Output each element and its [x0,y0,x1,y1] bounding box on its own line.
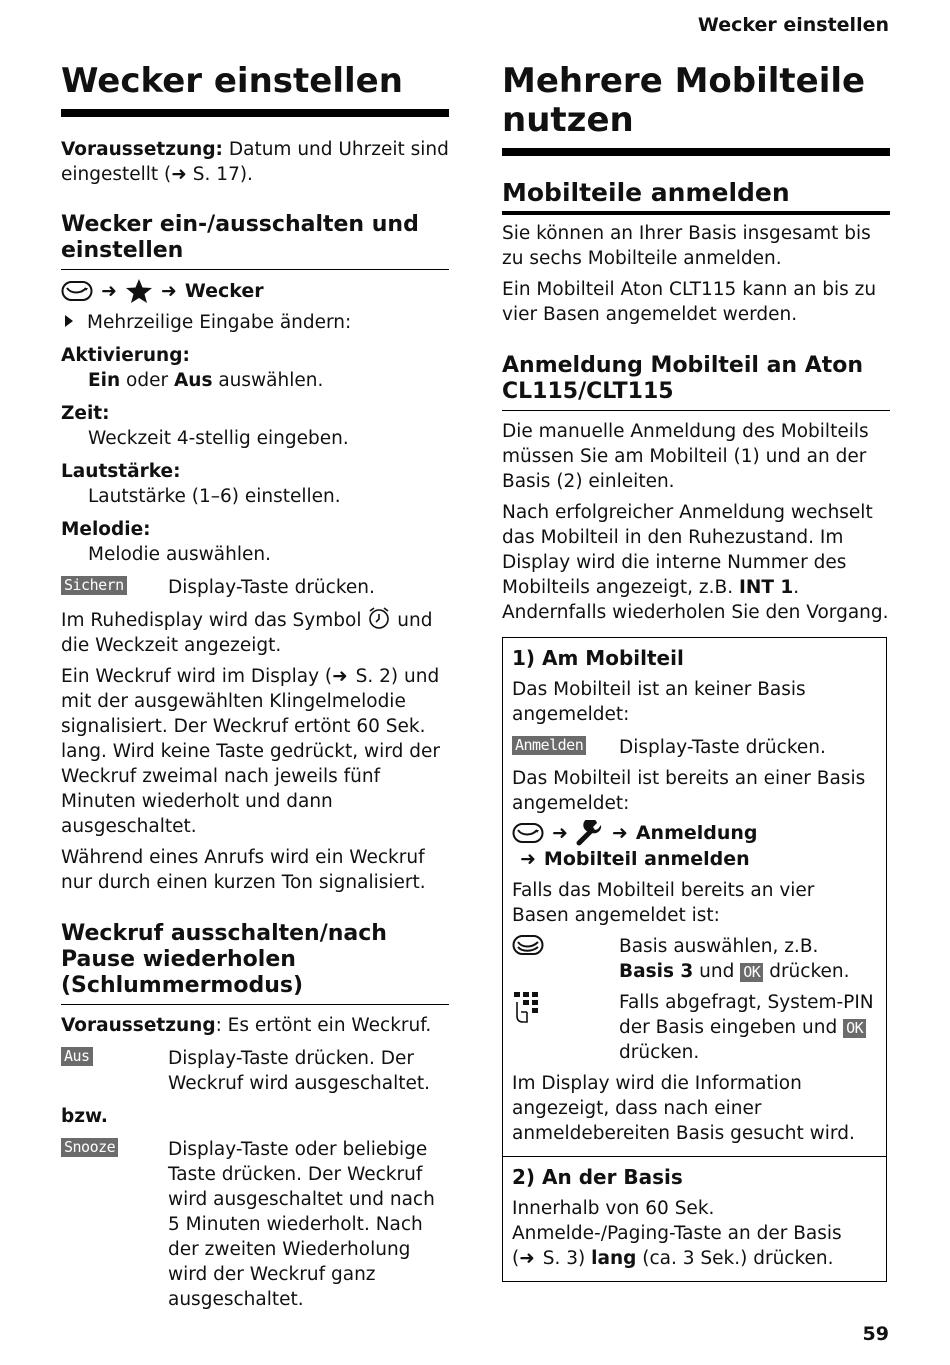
instruction-box [502,637,887,1282]
page-title: Wecker einstellen [61,62,449,117]
softkey-ok: OK [843,1019,866,1038]
keypad-icon [512,990,544,1026]
softkey-ok: OK [740,963,763,982]
subsection-heading: Anmeldung Mobilteil an Aton CL115/CLT115 [502,353,890,411]
bullet-item: Mehrzeilige Eingabe ändern: [61,310,449,335]
field-label: Melodie: [61,519,151,540]
arrow-icon: ➜ [519,1248,535,1269]
paragraph: Das Mobilteil ist an keiner Basis angemeldet: [512,679,806,725]
bullet-triangle-icon [65,315,73,327]
menu-path-cont [512,846,877,872]
arrow-icon: ➜ [101,280,117,302]
box-heading: 2) An der Basis [512,1165,683,1189]
paragraph: Sie können an Ihrer Basis insgesamt bis zu sechs Mobilteile anmelden. [502,223,871,269]
field-text: Lautstärke (1–6) einstellen. [88,486,341,507]
menu-item-anmeldung: Anmeldung [635,822,758,844]
section-heading: Wecker ein-/ausschalten und einstellen [61,212,449,270]
key-instruction: Aus Display-Taste drücken. Der Weckruf wird ausgeschaltet. [61,1046,449,1096]
paragraph: Die manuelle Anmeldung des Mobilteils müssen Sie am Mobilteil (1) und an der Basis (2) einleiten. [502,421,869,492]
precondition: Voraussetzung: Es ertönt ein Weckruf. [61,1015,432,1036]
paragraph: Nach erfolgreicher Anmeldung wechselt das Mobilteil in den Ruhezustand. Im Display wird die interne Nummer des Mobilteils angezeigt, z.B. INT 1. Andernfalls wiederholen Sie den Vorgang. [502,502,889,623]
page-number: 59 [862,1323,889,1345]
paragraph: Falls das Mobilteil bereits an vier Basen angemeldet ist: [512,880,815,926]
intro-paragraph: Voraussetzung: Datum und Uhrzeit sind eingestellt (➜ S. 17). [61,139,449,185]
or-text: bzw. [61,1106,108,1127]
arrow-icon: ➜ [171,164,187,185]
menu-path [512,820,877,846]
key-instruction: Anmelden Display-Taste drücken. [512,735,877,760]
key-instruction: Sichern Display-Taste drücken. [61,575,449,600]
box-section-base [503,1156,886,1281]
softkey-aus: Aus [61,1047,93,1066]
alarm-clock-icon [367,606,391,630]
section-heading: Mobilteile anmelden [502,178,890,215]
star-icon [125,278,153,304]
arrow-icon: ➜ [520,848,536,870]
paragraph: Innerhalb von 60 Sek. Anmelde-/Paging-Taste an der Basis (➜ S. 3) lang (ca. 3 Sek.) drücken. [512,1198,842,1269]
field-text: Ein oder Aus auswählen. [88,370,324,391]
control-key-icon [512,934,544,958]
key-instruction: Snooze Display-Taste oder beliebige Taste drücken. Der Weckruf wird ausgeschaltet und nach 5 Minuten wiederholt. Nach der zweiten Wiederholung wird der Weckruf ganz ausgeschaltet. [61,1137,449,1312]
nav-key-icon [512,822,544,844]
softkey-snooze: Snooze [61,1138,118,1157]
box-section-handset [503,638,886,1156]
paragraph: Im Ruhedisplay wird das Symbol und die Weckzeit angezeigt. [61,606,449,658]
menu-path [61,278,449,304]
paragraph: Das Mobilteil ist bereits an einer Basis angemeldet: [512,768,866,814]
arrow-icon: ➜ [160,280,177,302]
arrow-icon: ➜ [611,822,628,844]
section-heading: Weckruf ausschalten/nach Pause wiederholen (Schlummermodus) [61,921,449,1005]
right-column [502,62,890,625]
arrow-icon: ➜ [332,666,348,687]
wrench-icon [576,820,604,846]
field-text: Melodie auswählen. [88,544,271,565]
softkey-anmelden: Anmelden [512,736,586,755]
arrow-icon: ➜ [552,822,568,844]
menu-item-wecker: Wecker [184,280,264,302]
running-header: Wecker einstellen [697,14,889,36]
step: Basis auswählen, z.B. Basis 3 und OK drücken. [512,934,877,984]
paragraph: Während eines Anrufs wird ein Weckruf nur durch einen kurzen Ton signalisiert. [61,847,426,893]
field-label: Lautstärke: [61,461,181,482]
softkey-sichern: Sichern [61,576,127,595]
left-column [61,62,449,1312]
field-label: Aktivierung: [61,345,190,366]
paragraph: Im Display wird die Information angezeigt, dass nach einer anmeldebereiten Basis gesucht wird. [512,1073,855,1144]
field-text: Weckzeit 4-stellig eingeben. [88,428,349,449]
box-heading: 1) Am Mobilteil [512,646,684,670]
menu-item-mobilteil-anmelden: Mobilteil anmelden [543,848,750,870]
field-label: Zeit: [61,403,110,424]
nav-key-icon [61,280,93,302]
paragraph: Ein Weckruf wird im Display (➜ S. 2) und mit der ausgewählten Klingelmelodie signalisiert. Der Weckruf ertönt 60 Sek. lang. Wird keine Taste gedrückt, wird der Weckruf zweimal nach jeweils fünf Minuten wiederholt und dann ausgeschaltet. [61,666,440,837]
chapter-title: Mehrere Mobilteile nutzen [502,62,890,156]
paragraph: Ein Mobilteil Aton CLT115 kann an bis zu vier Basen angemeldet werden. [502,279,877,325]
step: Falls abgefragt, System-PIN der Basis eingeben und OK drücken. [512,990,877,1065]
